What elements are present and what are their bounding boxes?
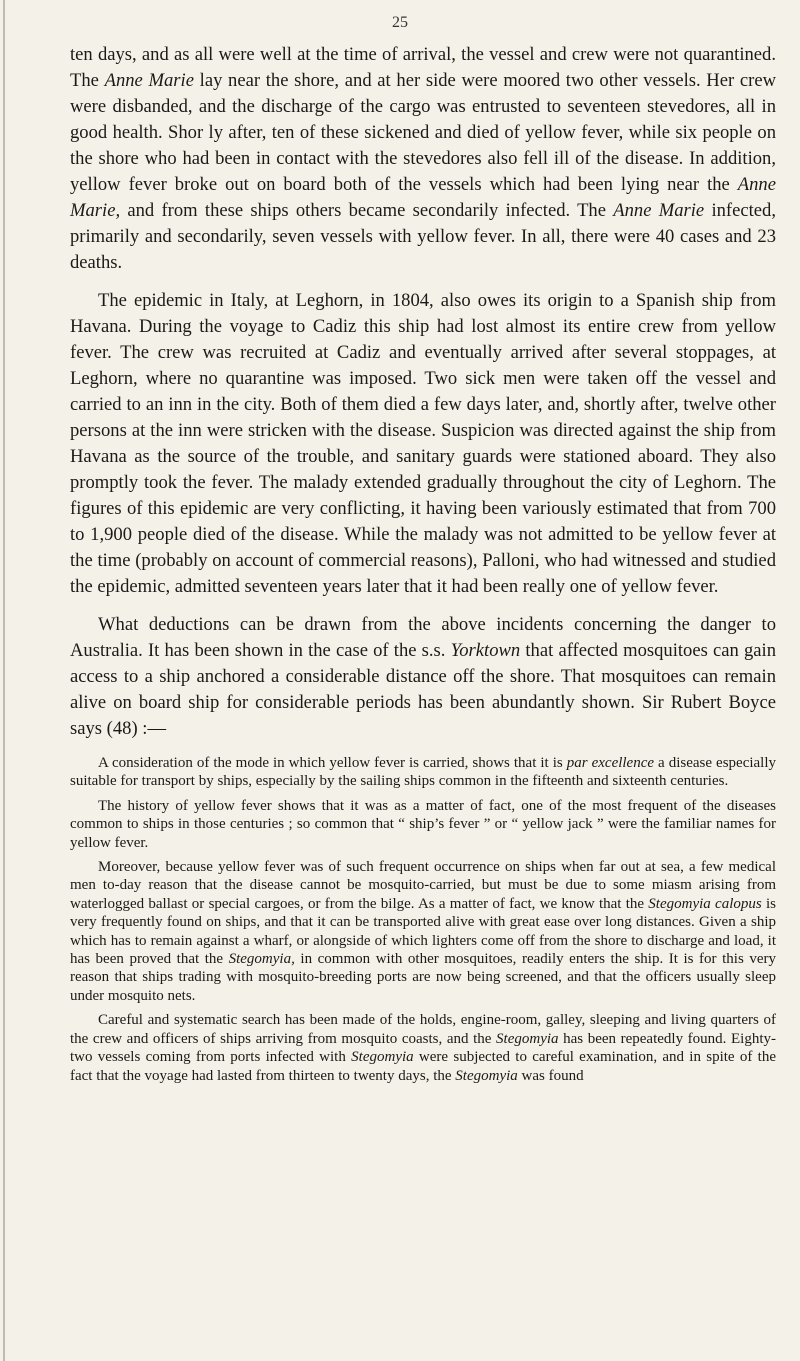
text-run: lay near the shore, and at her side were moored two other vessels. Her crew were disbanded, and the discharge of the cargo was entrusted to seventeen stevedores, all in good health. Shor ly after, ten of these sickened and died of yellow fever, while six people on the shore who had been in contact with the stevedores also fell ill of the disease. In addition, yellow fever broke out on board both of the vessels which had been lying near the (70, 70, 777, 195)
text-run: was found (517, 1067, 584, 1084)
body-text (70, 42, 776, 1088)
italic-text-run: Stegomyia (455, 1067, 518, 1084)
italic-text-run: Stegomyia (351, 1049, 414, 1066)
italic-text-run: Yorktown (450, 640, 521, 661)
text-run: ten days, and as all were well at the time of arrival, the vessel and crew were not quarantined. The (70, 44, 776, 91)
block-quote-paragraph (70, 754, 776, 791)
text-run: and from these ships others became secondarily infected. The (120, 200, 614, 221)
text-run: a disease especially suitable for transport by ships, especially by the sailing ships common in the fifteenth and sixteenth centuries. (70, 755, 777, 790)
text-run: in common with other mosquitoes, readily enters the ship. It is for this very reason that ships trading with mosquito-breeding ports are now being screened, and that the officers usually sleep under mosquito nets. (70, 951, 776, 1004)
text-run: The epidemic in Italy, at Leghorn, in 1804, also owes its origin to a Spanish ship from Havana. During the voyage to Cadiz this ship had lost almost its entire crew from yellow fever. The crew was recruited at Cadiz and eventually arrived after several stoppages, at Leghorn, where no quarantine was imposed. Two sick men were taken off the vessel and carried to an inn in the city. Both of them died a few days later, and, shortly after, twelve other persons at the inn were stricken with the disease. Suspicion was directed against the ship from Havana as the source of the trouble, and sanitary guards were stationed aboard. They also promptly took the fever. The malady extended gradually throughout the city of Leghorn. The figures of this epidemic are very conflicting, it having been variously estimated that from 700 to 1,900 people died of the disease. While the malady was not admitted to be yellow fever at the time (probably on account of commercial reasons), Palloni, who had witnessed and studied the epidemic, admitted seventeen years later that it had been really one of yellow fever. (70, 290, 776, 597)
text-run: The history of yellow fever shows that it was as a matter of fact, one of the most frequent of the diseases common to ships in those centuries ; so common that “ ship’s fever ” or “ yellow jack ” were the familiar names for yellow fever. (70, 797, 776, 851)
block-quote-paragraph (70, 1011, 776, 1085)
block-quote-paragraph (70, 797, 776, 852)
italic-text-run: Anne Marie, (70, 174, 776, 221)
italic-text-run: par excellence (566, 755, 655, 771)
italic-text-run: Anne Marie (104, 70, 194, 91)
text-run: were subjected to careful examination, and in spite of the fact that the voyage had lasted from thirteen to twenty days, the (70, 1049, 776, 1084)
italic-text-run: Stegomyia (496, 1030, 559, 1047)
block-quote-paragraph (70, 858, 776, 1005)
page-number: 25 (392, 14, 408, 31)
text-run: has been repeatedly found. Eighty-two vessels coming from ports infected with (70, 1030, 777, 1066)
page-edge-shadow (3, 0, 5, 1361)
italic-text-run: Stegomyia, (228, 951, 295, 968)
text-run: is very frequently found on ships, and that it can be transported alive with great ease over long distances. Given a ship which has to remain against a wharf, or alongside of which lighters come off from the shore to discharge and load, it has been proved that the (70, 895, 776, 968)
paragraph (70, 288, 776, 600)
text-run: A consideration of the mode in which yellow fever is carried, shows that it is (98, 755, 567, 771)
text-run: infected, primarily and secondarily, seven vessels with yellow fever. In all, there were 40 cases and 23 deaths. (70, 200, 776, 273)
italic-text-run: Stegomyia calopus (648, 895, 762, 912)
text-run: that affected mosquitoes can gain access to a ship anchored a considerable distance off the shore. That mosquitoes can remain alive on board ship for considerable periods has been abundantly shown. Sir Rubert Boyce says (48) :— (70, 640, 776, 739)
paragraph (70, 612, 776, 742)
italic-text-run: Anne Marie (613, 200, 705, 221)
text-run: Careful and systematic search has been made of the holds, engine-room, galley, sleeping and living quarters of the crew and officers of ships arriving from mosquito coasts, and the (70, 1012, 776, 1047)
paragraph (70, 42, 776, 276)
text-run: Moreover, because yellow fever was of such frequent occurrence on ships when far out at sea, a few medical men to-day reason that the disease cannot be mosquito-carried, but must be due to some miasm arising from waterlogged ballast or special cargoes, or from the bilge. As a matter of fact, we know that the (70, 859, 776, 912)
text-run: What deductions can be drawn from the above incidents concerning the danger to Australia. It has been shown in the case of the s.s. (70, 614, 776, 661)
